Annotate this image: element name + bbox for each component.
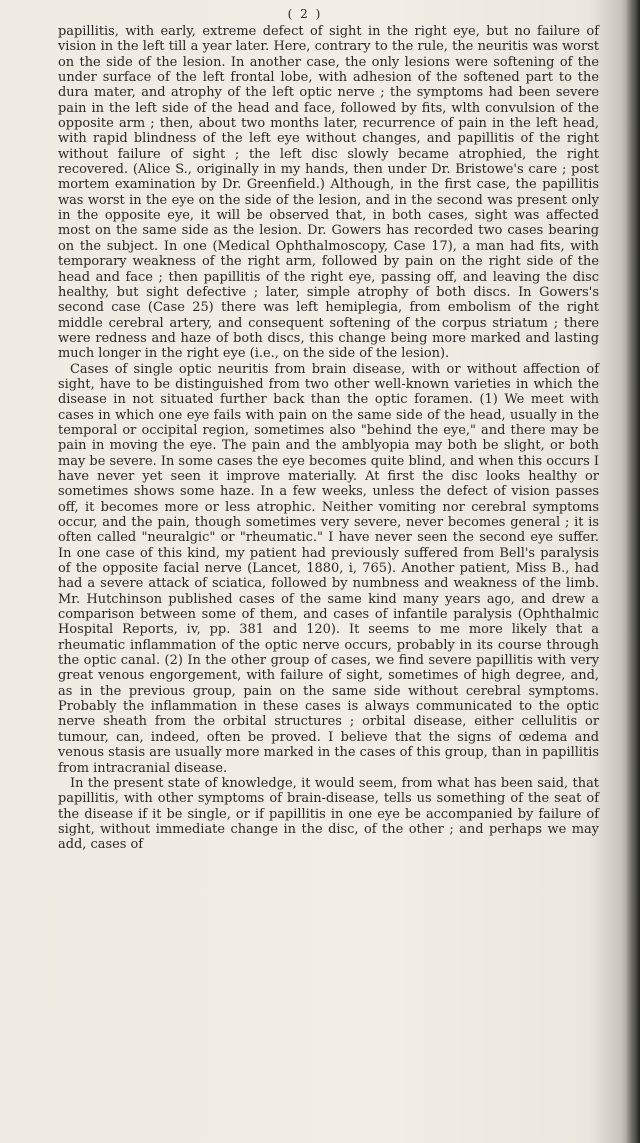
page-number: ( 2 ) bbox=[287, 7, 323, 21]
paragraph-1: papillitis, with early, extreme defect of sight in the right eye, but no failure of vision in the left till a year later. Here, contrary to the rule, the neuritis was worst on the side of the lesion. In another case, the only lesions were softening of the under surface of the left frontal lobe, with adhesion of the softened part to the dura mater, and atrophy of the left optic nerve ; the symptoms had been severe pain in the left side of the head and face, followed by fits, wlth convulsion of the opposite arm ; then, about two months later, recurrence of pain in the left head, with rapid blindness of the left eye without changes, and papillitis of the right without failure of sight ; the left disc slowly became atrophied, the right recovered. (Alice S., originally in my hands, then under Dr. Bristowe's care ; post mortem examination by Dr. Greenfield.) Although, in the first case, the papillitis was worst in the eye on the side of the lesion, and in the second was present only in the opposite eye, it will be observed that, in both cases, sight was affected most on the same side as the lesion. Dr. Gowers has recorded two cases bearing on the subject. In one (Medical Ophthalmoscopy, Case 17), a man had fits, with temporary weakness of the right arm, followed by pain on the right side of the head and face ; then papillitis of the right eye, passing off, and leaving the disc healthy, but sight defective ; later, simple atrophy of both discs. In Gowers's second case (Case 25) there was left hemiplegia, from embolism of the right middle cerebral artery, and consequent softening of the corpus striatum ; there were redness and haze of both discs, this change being more marked and lasting much longer in the right eye (i.e., on the side of the lesion). bbox=[58, 24, 599, 362]
page-edge-shadow bbox=[626, 0, 640, 1143]
paragraph-3: In the present state of knowledge, it would seem, from what has been said, that papillitis, with other symptoms of brain-disease, tells us something of the seat of the disease if it be single, or if papillitis in one eye be accompanied by failure of sight, without immediate change in the disc, of the other ; and perhaps we may add, cases of bbox=[58, 775, 599, 853]
paragraph-2: Cases of single optic neuritis from brain disease, with or without affection of sight, have to be distinguished from two other well-known varieties in which the disease in not situated further back than the optic foramen. (1) We meet with cases in which one eye fails with pain on the same side of the head, usually in the temporal or occipital region, sometimes also "behind the eye," and there may be pain in moving the eye. The pain and the amblyopia may both be slight, or both may be severe. In some cases the eye becomes quite blind, and when this occurs I have never yet seen it improve materially. At first the disc looks healthy or sometimes shows some haze. In a few weeks, unless the defect of vision passes off, it becomes more or less atrophic. Neither vomiting nor cerebral symptoms occur, and the pain, though sometimes very severe, never becomes general ; it is often called "neuralgic" or "rheumatic." I have never seen the second eye suffer. In one case of this kind, my patient had previously suffered from Bell's paralysis of the opposite facial nerve (Lancet, 1880, i, 765). Another patient, Miss B., had had a severe attack of sciatica, followed by numbness and weakness of the limb. Mr. Hutchinson published cases of the same kind many years ago, and drew a comparison between some of them, and cases of infantile paralysis (Ophthalmic Hospital Reports, iv, pp. 381 and 120). It seems to me more likely that a rheumatic inflammation of the optic nerve occurs, probably in its course through the optic canal. (2) In the other group of cases, we find severe papillitis with very great venous engorgement, with failure of sight, sometimes of high degree, and, as in the previous group, pain on the same side without cerebral symptoms. Probably the inflammation in these cases is always communicated to the optic nerve sheath from the orbital structures ; orbital disease, either cellulitis or tumour, can, indeed, often be proved. I believe that the signs of œdema and venous stasis are usually more marked in the cases of this group, than in papillitis from intracranial disease. bbox=[58, 361, 599, 776]
body-text bbox=[58, 24, 599, 853]
